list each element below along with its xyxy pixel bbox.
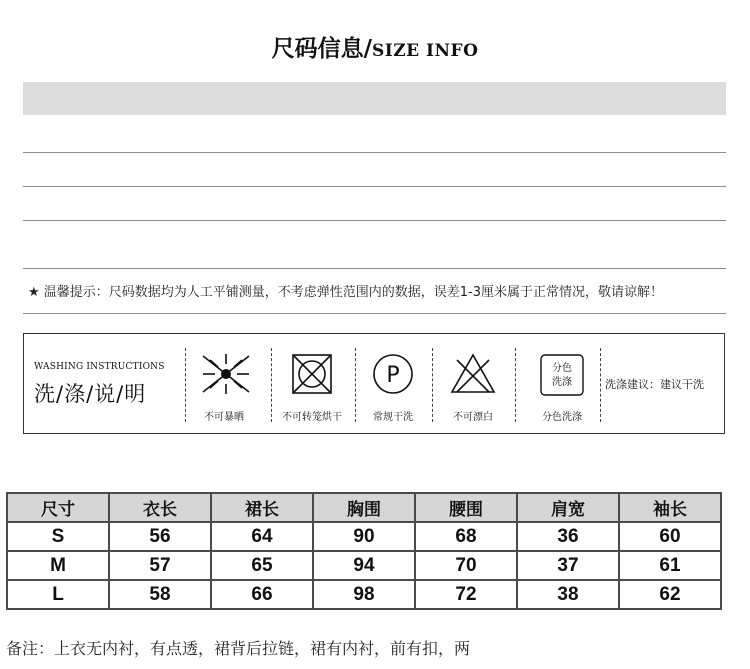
table-cell: 65	[211, 551, 313, 580]
column-header: 袖长	[619, 493, 721, 522]
column-header: 腰围	[415, 493, 517, 522]
table-cell: L	[7, 580, 109, 609]
table-cell: 94	[313, 551, 415, 580]
table-cell: 38	[517, 580, 619, 609]
divider	[23, 313, 726, 314]
table-cell: 70	[415, 551, 517, 580]
size-header-band	[23, 82, 726, 115]
separator	[600, 348, 601, 422]
table-cell: 68	[415, 522, 517, 551]
title-en: SIZE INFO	[372, 41, 479, 61]
table-row	[7, 522, 721, 551]
dry-clean-p-icon	[371, 352, 415, 396]
separator	[515, 348, 516, 422]
table-cell: 58	[109, 580, 211, 609]
icon-label: 不可漂白	[453, 412, 493, 423]
table-cell: 72	[415, 580, 517, 609]
remarks-note: 备注：上衣无内衬，有点透，裙背后拉链，裙有内衬，前有扣，两	[6, 639, 471, 658]
table-row	[7, 551, 721, 580]
no-bleach-icon	[449, 352, 497, 396]
no-sun-dry-icon	[199, 352, 253, 396]
table-cell: 61	[619, 551, 721, 580]
divider	[23, 268, 726, 269]
washing-heading-cn: 洗/涤/说/明	[34, 382, 147, 406]
table-cell: 37	[517, 551, 619, 580]
washing-advice: 洗涤建议：建议干洗	[605, 378, 704, 391]
column-header: 裙长	[211, 493, 313, 522]
size-table	[6, 492, 722, 610]
column-header: 肩宽	[517, 493, 619, 522]
table-header-row	[7, 493, 721, 522]
column-header: 胸围	[313, 493, 415, 522]
svg-text:P: P	[386, 363, 400, 388]
table-cell: 36	[517, 522, 619, 551]
table-cell: S	[7, 522, 109, 551]
washing-heading-en: WASHING INSTRUCTIONS	[34, 362, 165, 372]
no-tumble-dry-icon	[290, 352, 334, 396]
icon-label: 常规干洗	[373, 412, 413, 423]
wash-separately-icon	[538, 352, 586, 400]
column-header: 尺寸	[7, 493, 109, 522]
column-header: 衣长	[109, 493, 211, 522]
measurement-tip: ★ 温馨提示：尺码数据均为人工平铺测量，不考虑弹性范围内的数据，误差1-3厘米属于正常情况，敬请谅解！	[28, 285, 664, 300]
table-cell: 57	[109, 551, 211, 580]
svg-text:分色: 分色	[552, 363, 572, 374]
table-cell: 56	[109, 522, 211, 551]
cropped-text-row	[16, 463, 356, 470]
table-row	[7, 580, 721, 609]
table-cell: 64	[211, 522, 313, 551]
icon-label: 不可转笼烘干	[282, 412, 342, 423]
table-cell: M	[7, 551, 109, 580]
table-cell: 60	[619, 522, 721, 551]
washing-instructions-box	[23, 333, 725, 434]
divider	[23, 186, 726, 187]
table-cell: 98	[313, 580, 415, 609]
table-cell: 66	[211, 580, 313, 609]
svg-text:洗涤: 洗涤	[552, 377, 572, 388]
title-cn: 尺码信息/	[271, 36, 372, 62]
icon-label: 不可暴晒	[204, 412, 244, 423]
icon-label: 分色洗涤	[542, 412, 582, 423]
table-cell: 90	[313, 522, 415, 551]
table-cell: 62	[619, 580, 721, 609]
page-title	[0, 30, 750, 63]
divider	[23, 220, 726, 221]
divider	[23, 152, 726, 153]
